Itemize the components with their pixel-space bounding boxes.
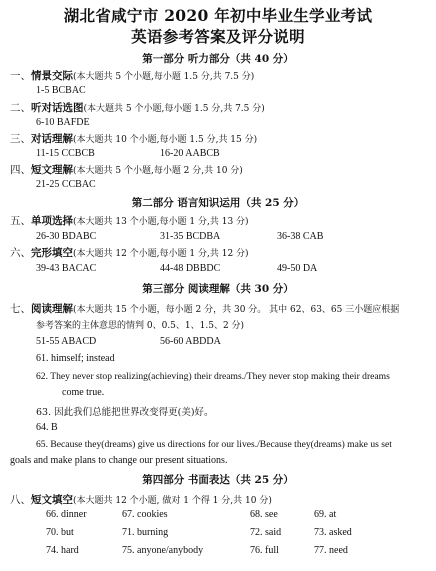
section-2-number: 二、	[10, 102, 31, 114]
section-7-answers-a: 51-55 ABACD	[36, 336, 97, 347]
fill-answer: 73. asked	[314, 527, 352, 538]
section-6-number: 六、	[10, 247, 31, 259]
section-7-name: 阅读理解	[31, 303, 73, 315]
part2-title: 第二部分 语言知识运用（共 25 分）	[131, 197, 305, 209]
section-6-answers-b: 44-48 DBBDC	[160, 263, 221, 274]
section-1-heading	[10, 68, 254, 83]
section-7-heading	[10, 301, 399, 316]
section-1-desc: (本大题共 5 个小题,每小题 1.5 分,共 7.5 分)	[73, 72, 255, 82]
section-3-number: 三、	[10, 133, 31, 145]
section-4-desc: (本大题共 5 个小题,每小题 2 分,共 10 分)	[73, 166, 243, 176]
part4-title: 第四部分 书面表达（共 25 分）	[142, 474, 294, 486]
section-6-answers-a: 39-43 BACAC	[36, 263, 97, 274]
section-6-answers-c: 49-50 DA	[277, 263, 318, 274]
section-3-answers-a: 11-15 CCBCB	[36, 148, 95, 159]
section-7-desc-line1: (本大题共 15 个小题，每小题 2 分，共 30 分。 其中 62、63、65 三小题应根据	[73, 305, 400, 315]
document-title: 湖北省咸宁市 2020 年初中毕业生学业考试	[63, 6, 373, 25]
fill-answer: 74. hard	[46, 545, 79, 556]
section-5-answers-a: 26-30 BDABC	[36, 231, 97, 242]
section-2-desc: (本大题共 5 个小题,每小题 1.5 分,共 7.5 分)	[83, 104, 265, 114]
section-7-answers-b: 56-60 ABDDA	[160, 336, 221, 347]
section-7-desc-line2: 参考答案的主体意思的情判 0、0.5、1、1.5、2 分)	[36, 321, 245, 331]
fill-answer: 76. full	[250, 545, 279, 556]
section-1-answers: 1-5 BCBAC	[36, 85, 86, 96]
section-2-name: 听对话选图	[31, 102, 84, 114]
section-8-desc: (本大题共 12 个小题, 做对 1 个得 1 分,共 10 分)	[73, 496, 272, 506]
section-8-name: 短文填空	[31, 494, 73, 506]
section-8-heading	[10, 492, 272, 507]
section-7-number: 七、	[10, 303, 31, 315]
fill-answer: 69. at	[314, 509, 337, 520]
answer-62-line1: 62. They never stop realizing(achieving) their dreams./They never stop making their dreams	[36, 371, 390, 382]
document-subtitle: 英语参考答案及评分说明	[131, 27, 305, 46]
section-4-name: 短文理解	[31, 164, 73, 176]
section-3-answers-b: 16-20 AABCB	[160, 148, 220, 159]
answer-62-line2: come true.	[62, 387, 105, 398]
section-4-number: 四、	[10, 164, 31, 176]
section-8-number: 八、	[10, 494, 31, 506]
section-5-answers-b: 31-35 BCDBA	[160, 231, 221, 242]
fill-answer: 71. burning	[122, 527, 169, 538]
fill-answer: 68. see	[250, 509, 278, 520]
answer-63: 63. 因此我们总能把世界改变得更(美)好。	[36, 407, 214, 418]
section-6-desc: (本大题共 12 个小题,每小题 1 分,共 12 分)	[73, 249, 249, 259]
fill-answer: 77. need	[314, 545, 348, 556]
section-5-heading	[10, 213, 249, 228]
section-5-number: 五、	[10, 215, 31, 227]
fill-answer: 75. anyone/anybody	[122, 545, 204, 556]
part3-title: 第三部分 阅读理解（共 30 分）	[142, 283, 294, 295]
fill-answer: 72. said	[250, 527, 282, 538]
answer-65-line1: 65. Because they(dreams) give us directions for our lives./Because they(dreams) make us set	[36, 439, 392, 450]
section-3-heading	[10, 131, 257, 146]
section-5-desc: (本大题共 13 个小题,每小题 1 分,共 13 分)	[73, 217, 249, 227]
section-5-name: 单项选择	[31, 215, 73, 227]
section-3-name: 对话理解	[31, 133, 73, 145]
section-2-heading	[10, 100, 265, 115]
section-3-desc: (本大题共 10 个小题,每小题 1.5 分,共 15 分)	[73, 135, 258, 145]
answer-65-line2: goals and make plans to change our present situations.	[10, 455, 228, 466]
fill-answer: 67. cookies	[122, 509, 168, 520]
section-4-heading	[10, 162, 243, 177]
answer-61: 61. himself; instead	[36, 353, 115, 364]
section-1-name: 情景交际	[31, 70, 73, 82]
fill-answer: 66. dinner	[46, 509, 87, 520]
section-6-name: 完形填空	[31, 247, 73, 259]
section-1-number: 一、	[10, 70, 31, 82]
section-6-heading	[10, 245, 249, 260]
part1-title: 第一部分 听力部分（共 40 分）	[142, 53, 294, 65]
section-4-answers: 21-25 CCBAC	[36, 179, 96, 190]
fill-answer: 70. but	[46, 527, 74, 538]
answer-64: 64. B	[36, 422, 58, 433]
section-5-answers-c: 36-38 CAB	[277, 231, 324, 242]
section-2-answers: 6-10 BAFDE	[36, 117, 90, 128]
